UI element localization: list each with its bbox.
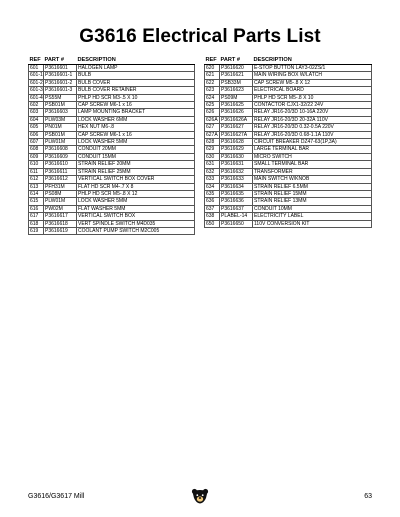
table-row [205, 72, 372, 79]
description-cell: ELECTRICITY LABEL [253, 213, 372, 220]
table-header-row [29, 57, 195, 65]
col-description: DESCRIPTION [253, 57, 372, 65]
description-cell: BULB COVER [77, 79, 195, 86]
description-cell: PHLP HD SCR M5-.8 X 12 [77, 190, 195, 197]
ref-cell: 601-2 [30, 79, 43, 86]
table-row [205, 116, 372, 123]
ref-cell: 607 [29, 139, 44, 146]
part-number-cell: P3616610 [44, 161, 77, 168]
ref-cell: 620 [205, 65, 220, 72]
description-cell: TRANSFORMER [253, 168, 372, 175]
part-number-cell: PLW03M [44, 116, 77, 123]
part-number-cell: P3616609 [44, 153, 77, 160]
table-row [205, 124, 372, 131]
part-number-cell: P3616612 [44, 176, 77, 183]
part-number-cell: PS08M [44, 190, 77, 197]
part-number-cell: P3616634 [220, 183, 253, 190]
ref-cell: 622 [205, 79, 220, 86]
ref-cell: 617 [29, 213, 44, 220]
description-cell: LAMP MOUNTING BRACKET [77, 109, 195, 116]
table-row [29, 87, 195, 94]
ref-cell: 611 [29, 168, 44, 175]
table-row [29, 168, 195, 175]
ref-cell: 601-1 [30, 72, 43, 79]
ref-cell: 605 [29, 124, 44, 131]
ref-cell: 616 [29, 205, 44, 212]
description-cell: 110V CONVERSION KIT [253, 220, 372, 227]
part-number-cell: P3616619 [44, 227, 77, 234]
part-number-cell: P3616632 [220, 168, 253, 175]
part-number-cell: P3616631 [220, 161, 253, 168]
part-number-cell: P3616625 [220, 102, 253, 109]
ref-cell: 609 [29, 153, 44, 160]
table-row [29, 213, 195, 220]
part-number-cell: P3616608 [44, 146, 77, 153]
part-number-cell: P3616601-3 [44, 87, 77, 94]
parts-table-right [204, 57, 372, 228]
part-number-cell: P3616630 [220, 153, 253, 160]
part-number-cell: P3616621 [220, 72, 253, 79]
part-number-cell: PLW01M [44, 198, 77, 205]
part-number-cell: P3616637 [220, 205, 253, 212]
table-row [29, 153, 195, 160]
ref-cell: 628 [205, 139, 220, 146]
ref-cell: 632 [205, 168, 220, 175]
part-number-cell: PLW01M [44, 139, 77, 146]
ref-cell: 624 [205, 94, 220, 101]
ref-cell: 635 [205, 190, 220, 197]
description-cell: CIRCUIT BREAKER DZ47-63(1P,3A) [253, 139, 372, 146]
description-cell: STRAIN RELIEF 25MM [77, 168, 195, 175]
part-number-cell: P3616629 [220, 146, 253, 153]
ref-cell: 623 [205, 87, 220, 94]
table-row [29, 79, 195, 86]
description-cell: HEX NUT M6-.8 [77, 124, 195, 131]
ref-cell: 636 [205, 198, 220, 205]
ref-cell: 637 [205, 205, 220, 212]
ref-cell: 638 [205, 213, 220, 220]
description-cell: HALOGEN LAMP [77, 65, 195, 72]
table-row [29, 131, 195, 138]
description-cell: STRAIN RELIEF 20MM [77, 161, 195, 168]
table-row [29, 220, 195, 227]
ref-cell: 613 [29, 183, 44, 190]
part-number-cell: P3616601-2 [44, 79, 77, 86]
ref-cell: 602 [29, 102, 44, 109]
col-part: PART # [44, 57, 77, 65]
ref-cell: 626A [206, 116, 218, 123]
table-row [205, 205, 372, 212]
ref-cell: 619 [29, 227, 44, 234]
part-number-cell: PN01M [44, 124, 77, 131]
table-row [205, 176, 372, 183]
ref-cell: 601-4 [30, 94, 43, 101]
part-number-cell: PS09M [220, 94, 253, 101]
ref-cell: 601-3 [30, 87, 43, 94]
table-row [29, 227, 195, 234]
description-cell: CONDUIT 15MM [77, 153, 195, 160]
table-row [29, 72, 195, 79]
footer-model: G3616/G3617 Mill [28, 493, 85, 500]
table-row [205, 190, 372, 197]
ref-cell: 627 [205, 124, 220, 131]
description-cell: STRAIN RELIEF 6.5MM [253, 183, 372, 190]
part-number-cell: P3616627 [220, 124, 253, 131]
col-ref: REF [29, 57, 44, 65]
col-ref: REF [205, 57, 220, 65]
table-row [29, 183, 195, 190]
table-row [205, 168, 372, 175]
part-number-cell: P3616603 [44, 109, 77, 116]
description-cell: STRAIN RELIEF 15MM [253, 190, 372, 197]
part-number-cell: P3616623 [220, 87, 253, 94]
part-number-cell: P3616633 [220, 176, 253, 183]
ref-cell: 631 [205, 161, 220, 168]
part-number-cell: P3616601 [44, 65, 77, 72]
part-number-cell: P3616620 [220, 65, 253, 72]
description-cell: STRAIN RELIEF 13MM [253, 198, 372, 205]
description-cell: VERT SPINDLE SWITCH M4D035 [77, 220, 195, 227]
table-row [205, 161, 372, 168]
description-cell: SMALL TERMINAL BAR [253, 161, 372, 168]
ref-cell: 634 [205, 183, 220, 190]
description-cell: MAIN WIRING BOX W/LATCH [253, 72, 372, 79]
description-cell: CAP SCREW M6-1 x 16 [77, 102, 195, 109]
description-cell: CONTACTOR CJX1-32/22 24V [253, 102, 372, 109]
ref-cell: 604 [29, 116, 44, 123]
table-row [29, 102, 195, 109]
table-row [205, 153, 372, 160]
ref-cell: 630 [205, 153, 220, 160]
description-cell: ELECTRICAL BOARD [253, 87, 372, 94]
description-cell: VERTICAL SWITCH BOX [77, 213, 195, 220]
col-part: PART # [220, 57, 253, 65]
bear-head-icon [191, 488, 209, 504]
part-number-cell: PS55M [44, 94, 77, 101]
description-cell: FLAT WASHER 5MM [77, 205, 195, 212]
ref-cell: 621 [205, 72, 220, 79]
part-number-cell: P3616611 [44, 168, 77, 175]
ref-cell: 615 [29, 198, 44, 205]
description-cell: MICRO SWITCH [253, 153, 372, 160]
table-row [29, 198, 195, 205]
table-row [29, 124, 195, 131]
description-cell: CAP SCREW M5-.8 X 12 [253, 79, 372, 86]
table-row [29, 94, 195, 101]
page-title: G3616 Electrical Parts List [79, 26, 321, 47]
description-cell: PHLP HD SCR M3-.5 X 10 [77, 94, 195, 101]
ref-cell: 633 [205, 176, 220, 183]
table-row [205, 220, 372, 227]
ref-cell: 603 [29, 109, 44, 116]
ref-cell: 625 [205, 102, 220, 109]
table-row [29, 176, 195, 183]
ref-cell: 606 [29, 131, 44, 138]
description-cell: FLAT HD SCR M4-.7 X 8 [77, 183, 195, 190]
table-row [205, 102, 372, 109]
description-cell: LOCK WASHER 6MM [77, 116, 195, 123]
table-row [29, 146, 195, 153]
description-cell: RELAY JR16-20/3D 0.32-0.5A 220V [253, 124, 372, 131]
table-row [29, 161, 195, 168]
table-row [29, 205, 195, 212]
part-number-cell: PSB33M [220, 79, 253, 86]
parts-table-left [28, 57, 195, 235]
part-number-cell: P3616636 [220, 198, 253, 205]
ref-cell: 610 [29, 161, 44, 168]
part-number-cell: P3616626A [220, 116, 253, 123]
table-header-row [205, 57, 372, 65]
part-number-cell: P3616601-1 [44, 72, 77, 79]
description-cell: BULB COVER RETAINER [77, 87, 195, 94]
col-description: DESCRIPTION [77, 57, 195, 65]
description-cell: CONDUIT 20MM [77, 146, 195, 153]
description-cell: RELAY JR16-20/3D 10-16A 220V [253, 109, 372, 116]
ref-cell: 618 [29, 220, 44, 227]
description-cell: E-STOP BUTTON LAY3-02ZS/1 [253, 65, 372, 72]
table-row [205, 139, 372, 146]
ref-cell: 629 [205, 146, 220, 153]
table-row [29, 109, 195, 116]
part-number-cell: PLABEL-14 [220, 213, 253, 220]
description-cell: LARGE TERMINAL BAR [253, 146, 372, 153]
table-row [205, 198, 372, 205]
description-cell: VERTICAL SWITCH BOX COVER [77, 176, 195, 183]
description-cell: MAIN SWITCH W/KNOB [253, 176, 372, 183]
part-number-cell: P3616628 [220, 139, 253, 146]
ref-cell: 627A [206, 131, 218, 138]
ref-cell: 612 [29, 176, 44, 183]
table-row [29, 139, 195, 146]
part-number-cell: PW02M [44, 205, 77, 212]
description-cell: LOCK WASHER 5MM [77, 198, 195, 205]
part-number-cell: P3616618 [44, 220, 77, 227]
table-row [205, 87, 372, 94]
part-number-cell: P3616617 [44, 213, 77, 220]
table-row [205, 131, 372, 138]
ref-cell: 614 [29, 190, 44, 197]
part-number-cell: P3616627A [220, 131, 253, 138]
description-cell: RELAY JR16-20/3D 0.68-1.1A 110V [253, 131, 372, 138]
part-number-cell: P3616650 [220, 220, 253, 227]
description-cell: CONDUIT 10MM [253, 205, 372, 212]
table-row [205, 79, 372, 86]
table-row [205, 183, 372, 190]
description-cell: BULB [77, 72, 195, 79]
description-cell: RELAY JR16-20/3D 20-32A 110V [253, 116, 372, 123]
table-row [205, 146, 372, 153]
page-number: 63 [364, 493, 372, 500]
table-row [205, 109, 372, 116]
part-number-cell: P3616635 [220, 190, 253, 197]
part-number-cell: P3616626 [220, 109, 253, 116]
ref-cell: 601 [29, 65, 44, 72]
part-number-cell: PFH31M [44, 183, 77, 190]
part-number-cell: PSB01M [44, 102, 77, 109]
description-cell: COOLANT PUMP SWITCH M2C005 [77, 227, 195, 234]
part-number-cell: PSB01M [44, 131, 77, 138]
table-row [29, 65, 195, 72]
table-row [205, 94, 372, 101]
description-cell: LOCK WASHER 5MM [77, 139, 195, 146]
table-row [29, 116, 195, 123]
description-cell: CAP SCREW M6-1 x 16 [77, 131, 195, 138]
ref-cell: 626 [205, 109, 220, 116]
table-row [205, 65, 372, 72]
description-cell: PHLP HD SCR M5-.8 X 10 [253, 94, 372, 101]
table-row [29, 190, 195, 197]
ref-cell: 650 [205, 220, 220, 227]
table-row [205, 213, 372, 220]
ref-cell: 608 [29, 146, 44, 153]
